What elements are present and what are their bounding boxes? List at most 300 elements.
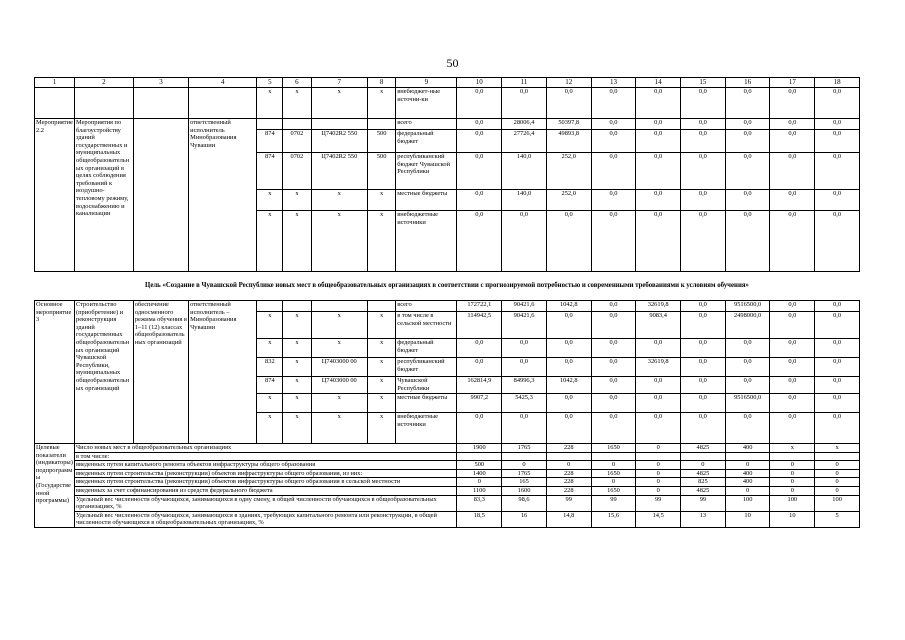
value-cell: 0,0: [815, 358, 860, 377]
column-number-header: 11: [502, 78, 547, 88]
responsible-executor: ответственный исполнитель Минобразования Чувашии: [189, 119, 257, 272]
value-cell: 0,0: [725, 339, 770, 358]
value-cell: 5: [815, 511, 860, 527]
value-cell: [457, 452, 502, 461]
value-cell: 0,0: [546, 358, 591, 377]
value-cell: 1042,8: [546, 377, 591, 394]
value-cell: 252,0: [546, 153, 591, 190]
value-cell: 0,0: [636, 377, 681, 394]
value-cell: 0,0: [681, 413, 726, 444]
funding-source-cell: внебюджетные источники: [396, 211, 457, 272]
table-cell: [75, 88, 134, 119]
value-cell: 0,0: [591, 358, 636, 377]
column-number-header: 15: [681, 78, 726, 88]
value-cell: 0,0: [502, 413, 547, 444]
value-cell: 98,6: [502, 495, 547, 511]
value-cell: 9516500,0: [725, 301, 770, 312]
budget-code-cell: x: [257, 190, 283, 211]
value-cell: 0: [815, 486, 860, 495]
value-cell: 1042,8: [546, 301, 591, 312]
value-cell: 50397,8: [546, 119, 591, 130]
value-cell: 400: [725, 478, 770, 487]
value-cell: 0,0: [770, 190, 815, 211]
budget-code-cell: Ц7403000 00: [311, 358, 367, 377]
value-cell: 0,0: [815, 153, 860, 190]
value-cell: 0,0: [457, 211, 502, 272]
budget-code-cell: 832: [257, 358, 283, 377]
value-cell: 0,0: [546, 88, 591, 119]
value-cell: 99: [546, 495, 591, 511]
goal-row: [35, 272, 860, 301]
budget-code-cell: x: [368, 312, 396, 339]
budget-code-cell: x: [283, 413, 311, 444]
value-cell: 0: [770, 478, 815, 487]
value-cell: 0: [636, 478, 681, 487]
value-cell: 0,0: [681, 211, 726, 272]
value-cell: 172722,1: [457, 301, 502, 312]
budget-code-cell: x: [311, 190, 367, 211]
value-cell: 0,0: [457, 119, 502, 130]
value-cell: 0,0: [546, 211, 591, 272]
value-cell: 0,0: [725, 211, 770, 272]
goal-heading: Цель «Создание в Чувашской Республике новых мест в общеобразовательных организациях в соответствии с прогнозируемой потребностью и современными требованиями к условиям обучения»: [35, 272, 860, 301]
table-cell: [133, 88, 188, 119]
value-cell: 0,0: [502, 211, 547, 272]
value-cell: 0,0: [502, 88, 547, 119]
value-cell: 825: [681, 478, 726, 487]
value-cell: 0,0: [591, 119, 636, 130]
budget-code-cell: x: [257, 413, 283, 444]
value-cell: 0,0: [636, 130, 681, 153]
funding-source-cell: местные бюджеты: [396, 394, 457, 413]
value-cell: 0,0: [725, 413, 770, 444]
budget-code-cell: [368, 119, 396, 130]
value-cell: 0,0: [546, 394, 591, 413]
value-cell: 0,0: [591, 377, 636, 394]
value-cell: 84996,3: [502, 377, 547, 394]
column-number-header: 8: [368, 78, 396, 88]
value-cell: 0,0: [815, 119, 860, 130]
value-cell: 140,0: [502, 190, 547, 211]
header-row: [35, 78, 860, 88]
value-cell: 0,0: [636, 413, 681, 444]
value-cell: 1765: [502, 469, 547, 478]
value-cell: 32619,8: [636, 301, 681, 312]
value-cell: 0: [815, 469, 860, 478]
budget-code-cell: x: [257, 394, 283, 413]
budget-code-cell: x: [283, 339, 311, 358]
budget-code-cell: x: [257, 339, 283, 358]
budget-code-cell: x: [283, 377, 311, 394]
value-cell: 90421,6: [502, 301, 547, 312]
value-cell: 4825: [681, 444, 726, 453]
value-cell: x: [815, 444, 860, 453]
value-cell: 0,0: [457, 130, 502, 153]
budget-code-cell: x: [311, 211, 367, 272]
value-cell: 0,0: [770, 377, 815, 394]
value-cell: 0,0: [770, 301, 815, 312]
indicator-name: введенных путем строительства (реконструкции) объектов инфраструктуры общего образования, из них:: [75, 469, 457, 478]
indicator-row: [35, 495, 860, 511]
value-cell: 0,0: [636, 394, 681, 413]
value-cell: 1100: [457, 486, 502, 495]
value-cell: 0,0: [725, 358, 770, 377]
budget-code-cell: 874: [257, 153, 283, 190]
value-cell: 0,0: [681, 394, 726, 413]
funding-source-cell: республиканский бюджет Чувашской Республики: [396, 153, 457, 190]
funding-source-cell: внебюджет-ные источни-ки: [396, 88, 457, 119]
value-cell: 83,3: [457, 495, 502, 511]
budget-code-cell: x: [311, 394, 367, 413]
value-cell: 0: [591, 461, 636, 470]
column-number-header: 10: [457, 78, 502, 88]
budget-code-cell: x: [257, 211, 283, 272]
measure-label: Основное мероприятие 3: [35, 301, 75, 444]
budget-code-cell: [283, 119, 311, 130]
page-number: 50: [446, 56, 459, 70]
value-cell: 400: [725, 469, 770, 478]
budget-code-cell: x: [368, 394, 396, 413]
budget-code-cell: x: [283, 394, 311, 413]
indicator-row: [35, 511, 860, 527]
value-cell: 0,0: [681, 119, 726, 130]
value-cell: 0,0: [770, 88, 815, 119]
value-cell: 16: [502, 511, 547, 527]
indicator-row: [35, 444, 860, 453]
column-number-header: 3: [133, 78, 188, 88]
budget-code-cell: x: [368, 88, 396, 119]
funding-source-cell: Чувашской Республики: [396, 377, 457, 394]
indicator-name: Число новых мест в общеобразовательных организациях: [75, 444, 457, 453]
value-cell: 0,0: [636, 119, 681, 130]
budget-code-cell: [283, 301, 311, 312]
value-cell: 32619,8: [636, 358, 681, 377]
value-cell: 4825: [681, 486, 726, 495]
empty-cell: [35, 88, 75, 119]
value-cell: 1600: [502, 486, 547, 495]
value-cell: 9907,2: [457, 394, 502, 413]
value-cell: 0,0: [681, 190, 726, 211]
indicator-row: [35, 486, 860, 495]
value-cell: 0,0: [591, 301, 636, 312]
indicator-row: [35, 469, 860, 478]
value-cell: 0,0: [815, 394, 860, 413]
value-cell: 0: [636, 461, 681, 470]
budget-code-cell: x: [368, 339, 396, 358]
value-cell: 0,0: [770, 394, 815, 413]
value-cell: 0,0: [457, 413, 502, 444]
value-cell: 0,0: [636, 190, 681, 211]
funding-source-cell: республиканский бюджет: [396, 358, 457, 377]
value-cell: 165: [502, 478, 547, 487]
budget-code-cell: x: [368, 358, 396, 377]
value-cell: 0,0: [770, 211, 815, 272]
value-cell: 9516500,0: [725, 394, 770, 413]
value-cell: 114942,5: [457, 312, 502, 339]
indicator-row: [35, 461, 860, 470]
value-cell: 0,0: [636, 88, 681, 119]
value-cell: 0,0: [725, 130, 770, 153]
value-cell: 10: [770, 511, 815, 527]
budget-code-cell: x: [311, 413, 367, 444]
value-cell: [681, 452, 726, 461]
value-cell: [770, 452, 815, 461]
value-cell: 0,0: [502, 358, 547, 377]
value-cell: 0,0: [725, 119, 770, 130]
value-cell: [546, 452, 591, 461]
value-cell: 0,0: [815, 130, 860, 153]
value-cell: 0: [636, 444, 681, 453]
funding-source-cell: всего: [396, 119, 457, 130]
value-cell: 0,0: [681, 301, 726, 312]
budget-code-cell: x: [368, 413, 396, 444]
value-cell: 0,0: [770, 358, 815, 377]
value-cell: 0,0: [502, 339, 547, 358]
budget-code-cell: x: [283, 312, 311, 339]
budget-code-cell: x: [283, 190, 311, 211]
value-cell: [502, 452, 547, 461]
budget-code-cell: [257, 119, 283, 130]
value-cell: 0,0: [591, 130, 636, 153]
value-cell: 228: [546, 486, 591, 495]
program-table: [34, 77, 860, 528]
value-cell: 0,0: [681, 358, 726, 377]
value-cell: 99: [681, 495, 726, 511]
value-cell: 0: [770, 469, 815, 478]
budget-code-cell: [311, 119, 367, 130]
value-cell: 0,0: [591, 211, 636, 272]
funding-source-cell: в том числе в сельской местности: [396, 312, 457, 339]
responsible-executor: ответственный исполнитель – Минобразования Чувашии: [189, 301, 257, 444]
budget-code-cell: x: [368, 377, 396, 394]
table-row: [35, 301, 860, 312]
value-cell: 0,0: [591, 339, 636, 358]
value-cell: 0,0: [725, 377, 770, 394]
value-cell: 0,0: [815, 413, 860, 444]
value-cell: 1400: [457, 469, 502, 478]
value-cell: 0: [815, 478, 860, 487]
value-cell: 0: [725, 461, 770, 470]
value-cell: 0,0: [591, 413, 636, 444]
value-cell: 162814,9: [457, 377, 502, 394]
column-number-header: 7: [311, 78, 367, 88]
indicator-name: в том числе:: [75, 452, 457, 461]
budget-code-cell: x: [368, 211, 396, 272]
value-cell: 0,0: [681, 88, 726, 119]
empty-cell: [133, 119, 188, 272]
budget-code-cell: 0702: [283, 153, 311, 190]
column-number-header: 1: [35, 78, 75, 88]
value-cell: 0,0: [457, 153, 502, 190]
value-cell: 0,0: [591, 312, 636, 339]
budget-code-cell: x: [311, 339, 367, 358]
table-row: [35, 119, 860, 130]
value-cell: 0,0: [770, 153, 815, 190]
value-cell: 100: [815, 495, 860, 511]
value-cell: 0,0: [725, 88, 770, 119]
column-number-header: 12: [546, 78, 591, 88]
value-cell: 49893,8: [546, 130, 591, 153]
value-cell: 0: [636, 469, 681, 478]
column-number-header: 13: [591, 78, 636, 88]
budget-code-cell: x: [283, 88, 311, 119]
value-cell: 18,5: [457, 511, 502, 527]
budget-code-cell: x: [257, 312, 283, 339]
table-cell: [189, 88, 257, 119]
value-cell: 0,0: [681, 130, 726, 153]
budget-code-cell: x: [257, 88, 283, 119]
value-cell: 14,8: [546, 511, 591, 527]
value-cell: 0,0: [815, 211, 860, 272]
value-cell: 1765: [502, 444, 547, 453]
value-cell: 1900: [457, 444, 502, 453]
value-cell: 0: [770, 486, 815, 495]
funding-source-cell: федеральный бюджет: [396, 339, 457, 358]
value-cell: 0,0: [770, 130, 815, 153]
value-cell: 0,0: [815, 88, 860, 119]
value-cell: 0,0: [681, 339, 726, 358]
value-cell: 5425,3: [502, 394, 547, 413]
column-number-header: 5: [257, 78, 283, 88]
value-cell: 228: [546, 478, 591, 487]
measure-name: Строительство (приобретение) и реконструкция зданий государственных общеобразовательных организаций Чувашской Республики, муниципальных общеобразовательных организаций: [75, 301, 134, 444]
measure-purpose: обеспечение односменного режима обучения в 1–11 (12) классах общеобразовательных организаций: [133, 301, 188, 444]
value-cell: 228: [546, 469, 591, 478]
budget-code-cell: 500: [368, 130, 396, 153]
value-cell: 0,0: [770, 413, 815, 444]
indicator-name: Удельный вес численности обучающихся, занимающихся в зданиях, требующих капитального ремонта или реконструкции, в общей численности обучающихся в общеобразовательных организациях, %: [75, 511, 457, 527]
value-cell: 0,0: [815, 339, 860, 358]
value-cell: 0,0: [770, 312, 815, 339]
value-cell: 0: [681, 461, 726, 470]
measure-label: Мероприятие 2.2: [35, 119, 75, 272]
value-cell: x: [770, 444, 815, 453]
value-cell: 0,0: [546, 312, 591, 339]
value-cell: 0,0: [591, 88, 636, 119]
column-number-header: 16: [725, 78, 770, 88]
indicator-name: введенных путем строительства (реконструкции) объектов инфраструктуры общего образования в сельской местности: [75, 478, 457, 487]
value-cell: [591, 452, 636, 461]
budget-code-cell: [311, 301, 367, 312]
value-cell: 9083,4: [636, 312, 681, 339]
value-cell: 100: [725, 495, 770, 511]
value-cell: 0,0: [591, 153, 636, 190]
column-number-header: 9: [396, 78, 457, 88]
value-cell: 0,0: [457, 339, 502, 358]
value-cell: 0,0: [636, 153, 681, 190]
value-cell: 0: [457, 478, 502, 487]
value-cell: 99: [591, 495, 636, 511]
value-cell: 1650: [591, 444, 636, 453]
value-cell: 27726,4: [502, 130, 547, 153]
budget-code-cell: 874: [257, 377, 283, 394]
indicator-name: Удельный вес численности обучающихся, занимающихся в одну смену, в общей численности обучающихся в общеобразовательных организациях, %: [75, 495, 457, 511]
value-cell: 0,0: [636, 211, 681, 272]
budget-code-cell: x: [311, 312, 367, 339]
value-cell: 0,0: [636, 339, 681, 358]
budget-code-cell: x: [283, 211, 311, 272]
value-cell: 400: [725, 444, 770, 453]
value-cell: 0,0: [815, 190, 860, 211]
funding-source-cell: местные бюджеты: [396, 190, 457, 211]
value-cell: 500: [457, 461, 502, 470]
budget-code-cell: 874: [257, 130, 283, 153]
value-cell: 0,0: [681, 312, 726, 339]
value-cell: 0,0: [546, 339, 591, 358]
budget-code-cell: x: [283, 358, 311, 377]
column-number-header: 14: [636, 78, 681, 88]
value-cell: 0,0: [681, 153, 726, 190]
indicators-label: Целевые показатели (индикаторы) подпрограммы (Государственной программы): [35, 444, 75, 528]
budget-code-cell: 500: [368, 153, 396, 190]
value-cell: 0,0: [815, 301, 860, 312]
value-cell: 0,0: [457, 190, 502, 211]
funding-source-cell: всего: [396, 301, 457, 312]
value-cell: 0: [636, 486, 681, 495]
value-cell: 0,0: [725, 153, 770, 190]
value-cell: 10: [725, 511, 770, 527]
value-cell: 140,0: [502, 153, 547, 190]
budget-code-cell: Ц7402R2 550: [311, 153, 367, 190]
value-cell: 0: [502, 461, 547, 470]
value-cell: 0,0: [815, 312, 860, 339]
column-number-header: 4: [189, 78, 257, 88]
value-cell: 1650: [591, 469, 636, 478]
value-cell: 0,0: [815, 377, 860, 394]
value-cell: [815, 452, 860, 461]
value-cell: 15,6: [591, 511, 636, 527]
value-cell: 0,0: [546, 413, 591, 444]
value-cell: [725, 452, 770, 461]
value-cell: 0: [815, 461, 860, 470]
funding-source-cell: федеральный бюджет: [396, 130, 457, 153]
column-number-header: 6: [283, 78, 311, 88]
value-cell: 14,5: [636, 511, 681, 527]
value-cell: 2498000,0: [725, 312, 770, 339]
value-cell: [636, 452, 681, 461]
table-row: [35, 88, 860, 119]
budget-code-cell: x: [311, 88, 367, 119]
budget-code-cell: 0702: [283, 130, 311, 153]
budget-code-cell: Ц7403000 00: [311, 377, 367, 394]
value-cell: 90421,6: [502, 312, 547, 339]
indicator-row: [35, 452, 860, 461]
value-cell: 0: [546, 461, 591, 470]
value-cell: 0,0: [457, 358, 502, 377]
value-cell: 0,0: [770, 339, 815, 358]
indicator-name: введенных за счет софинансирования из средств федерального бюджета: [75, 486, 457, 495]
measure-name: Мероприятия по благоустройству зданий государственных и муниципальных общеобразовательных организаций в целях соблюдения требований к воздушно-тепловому режиму, водоснабжению и канализации: [75, 119, 134, 272]
column-number-header: 17: [770, 78, 815, 88]
value-cell: 13: [681, 511, 726, 527]
value-cell: 0: [770, 461, 815, 470]
budget-code-cell: x: [368, 190, 396, 211]
column-number-header: 18: [815, 78, 860, 88]
budget-code-cell: [257, 301, 283, 312]
value-cell: 0,0: [770, 119, 815, 130]
value-cell: 0: [725, 486, 770, 495]
value-cell: 0,0: [725, 190, 770, 211]
indicator-row: [35, 478, 860, 487]
value-cell: 0,0: [681, 377, 726, 394]
budget-code-cell: Ц7402R2 550: [311, 130, 367, 153]
value-cell: 252,0: [546, 190, 591, 211]
budget-code-cell: [368, 301, 396, 312]
indicator-name: введенных путем капитального ремонта объектов инфраструктуры общего образования: [75, 461, 457, 470]
value-cell: 228: [546, 444, 591, 453]
value-cell: 4825: [681, 469, 726, 478]
value-cell: 0,0: [591, 394, 636, 413]
